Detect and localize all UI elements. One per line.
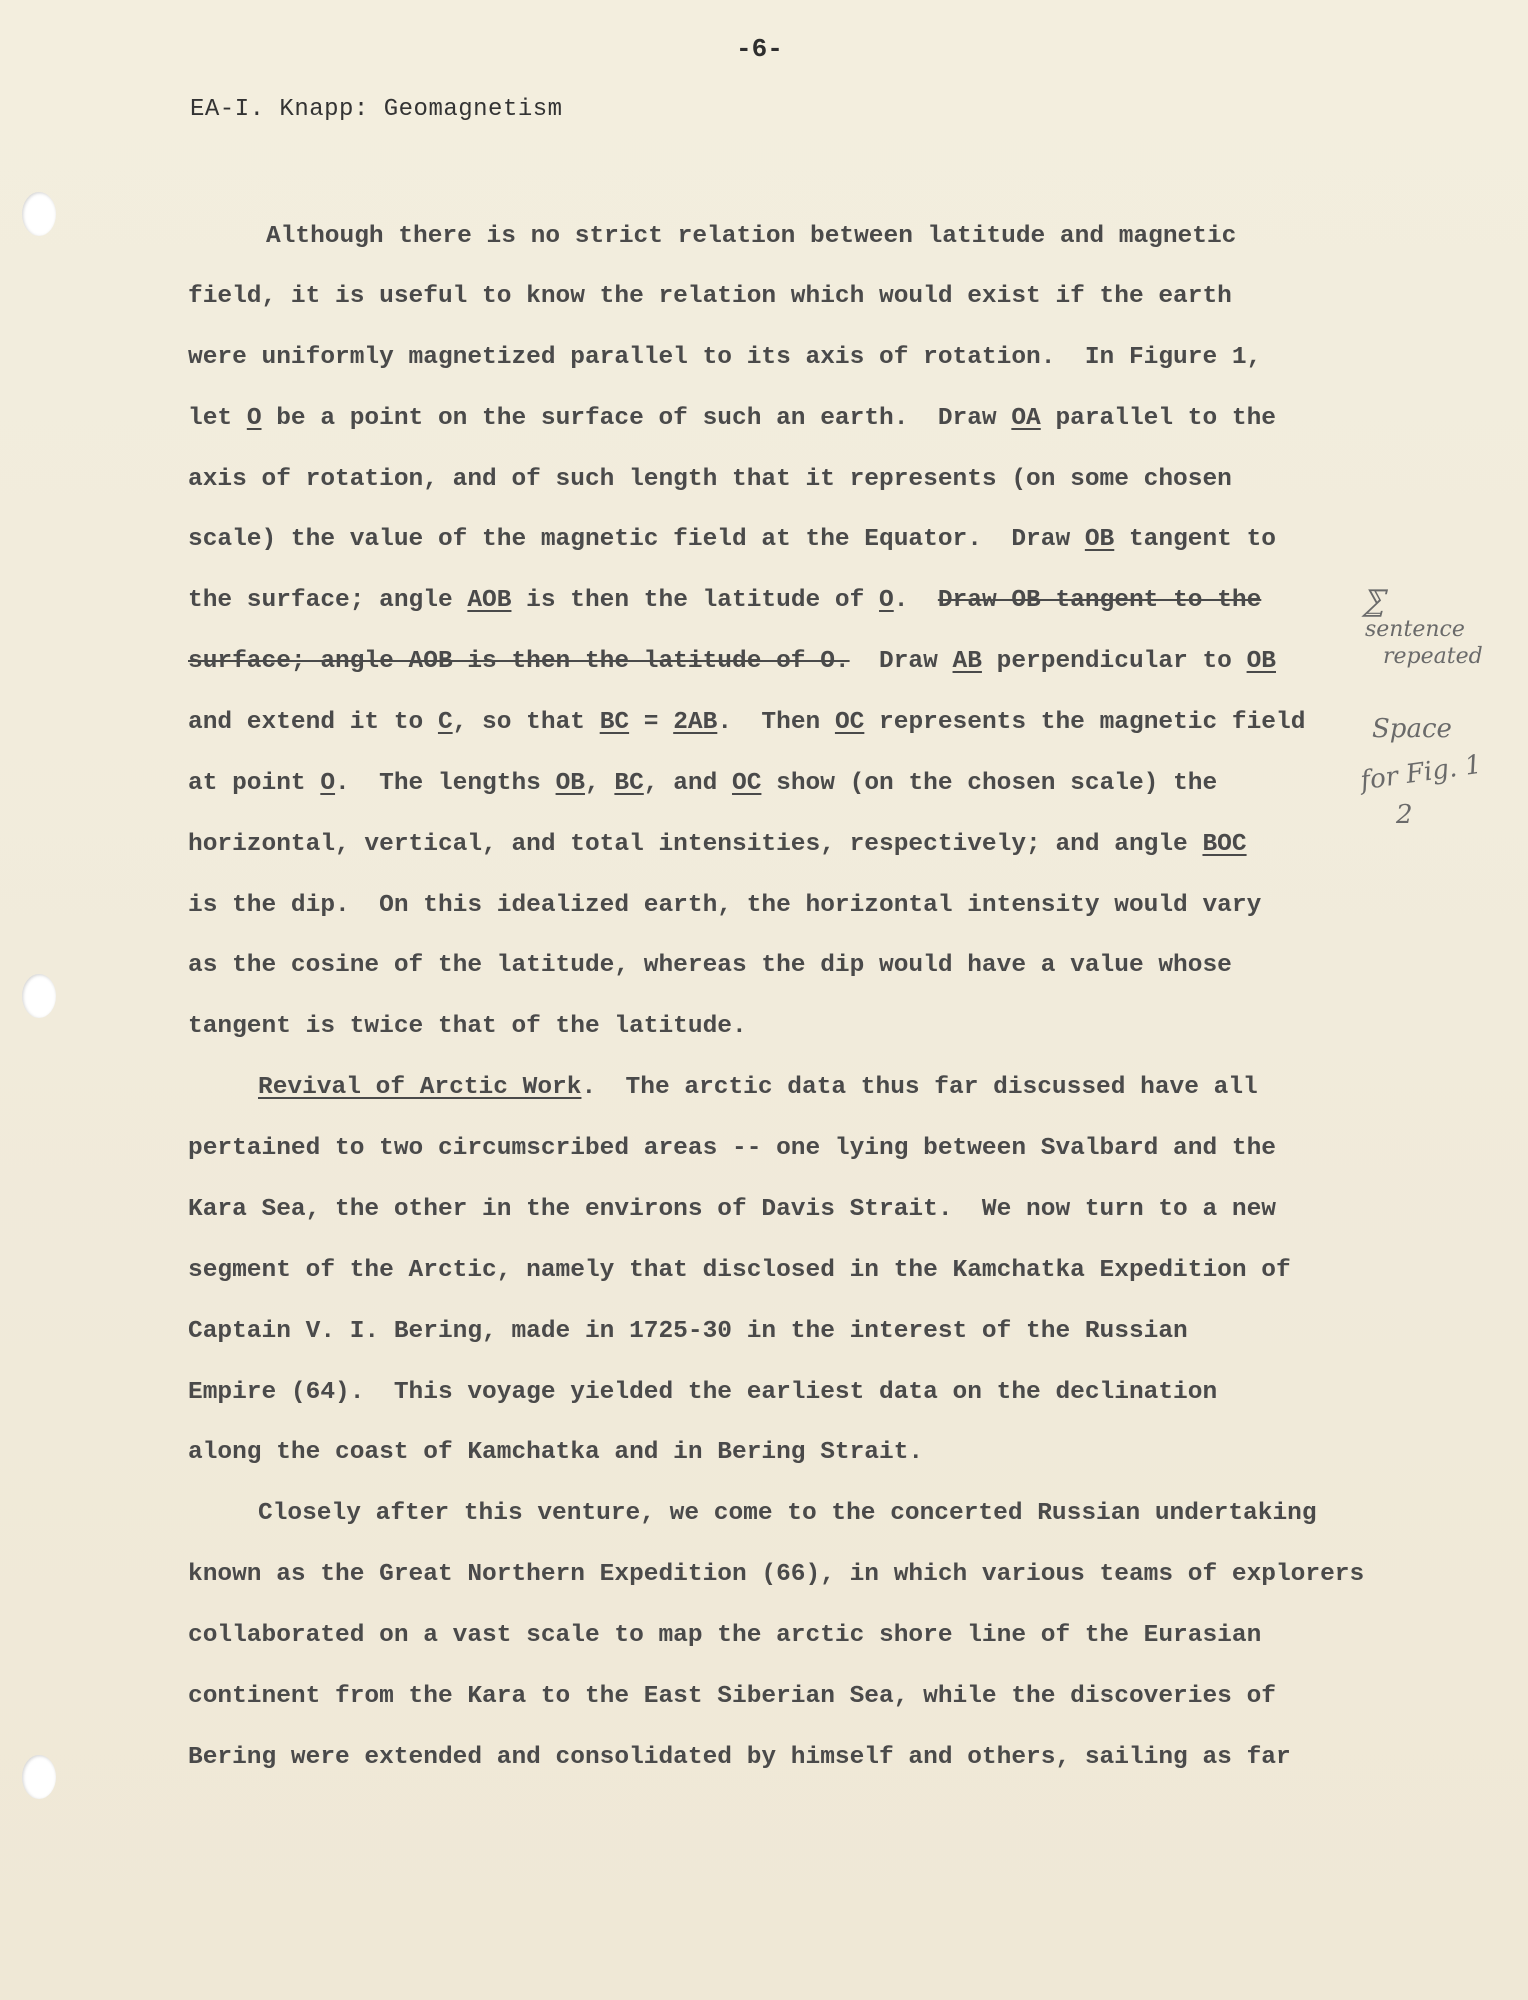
struck-text: Draw OB tangent to the xyxy=(937,587,1262,614)
paragraph-line: surface; angle AOB is then the latitude of O. Draw AB perpendicular to OB xyxy=(188,648,1276,675)
punch-hole xyxy=(22,974,56,1018)
paragraph-line: field, it is useful to know the relation which would exist if the earth xyxy=(188,283,1232,310)
paragraph-line: known as the Great Northern Expedition (66), in which various teams of explorers xyxy=(188,1561,1365,1588)
punch-hole xyxy=(22,192,56,236)
paragraph-line: segment of the Arctic, namely that disclosed in the Kamchatka Expedition of xyxy=(188,1257,1291,1284)
paragraph-line: axis of rotation, and of such length that it represents (on some chosen xyxy=(188,466,1232,493)
paragraph-line: tangent is twice that of the latitude. xyxy=(188,1013,747,1040)
margin-note: Space xyxy=(1372,714,1452,744)
paragraph-line: along the coast of Kamchatka and in Bering Strait. xyxy=(188,1439,924,1466)
paragraph-line: Although there is no strict relation between latitude and magnetic xyxy=(266,223,1237,250)
paragraph-line: horizontal, vertical, and total intensities, respectively; and angle BOC xyxy=(188,831,1247,858)
punch-hole xyxy=(22,1755,56,1799)
margin-note: 2 xyxy=(1396,800,1413,830)
paragraph-line: collaborated on a vast scale to map the arctic shore line of the Eurasian xyxy=(188,1622,1262,1649)
paragraph-line: scale) the value of the magnetic field at the Equator. Draw OB tangent to xyxy=(188,526,1276,553)
paragraph-line: Empire (64). This voyage yielded the earliest data on the declination xyxy=(188,1379,1218,1406)
paragraph-line: Bering were extended and consolidated by himself and others, sailing as far xyxy=(188,1744,1291,1771)
paragraph-line: Closely after this venture, we come to the concerted Russian undertaking xyxy=(258,1500,1317,1527)
margin-note: for Fig. 1 xyxy=(1358,749,1484,797)
margin-note: sentence xyxy=(1365,617,1465,642)
paragraph-line: and extend it to C, so that BC = 2AB. Then OC represents the magnetic field xyxy=(188,709,1306,736)
paragraph-line: as the cosine of the latitude, whereas the dip would have a value whose xyxy=(188,952,1232,979)
struck-text: surface; angle AOB is then the latitude of O. xyxy=(188,648,850,675)
paragraph-line: is the dip. On this idealized earth, the horizontal intensity would vary xyxy=(188,892,1262,919)
section-heading: Revival of Arctic Work xyxy=(258,1074,582,1101)
margin-note: repeated xyxy=(1383,644,1483,669)
paragraph-line: Kara Sea, the other in the environs of Davis Strait. We now turn to a new xyxy=(188,1196,1276,1223)
document-header: EA-I. Knapp: Geomagnetism xyxy=(190,96,563,123)
paragraph-line: the surface; angle AOB is then the latitude of O. Draw OB tangent to the xyxy=(188,587,1262,614)
paragraph-line: Captain V. I. Bering, made in 1725-30 in the interest of the Russian xyxy=(188,1318,1188,1345)
paragraph-line: pertained to two circumscribed areas -- one lying between Svalbard and the xyxy=(188,1135,1276,1162)
paragraph-line: continent from the Kara to the East Siberian Sea, while the discoveries of xyxy=(188,1683,1276,1710)
delete-mark-icon: ⅀ xyxy=(1362,584,1384,619)
paragraph-line: let O be a point on the surface of such an earth. Draw OA parallel to the xyxy=(188,405,1276,432)
page-number: -6- xyxy=(736,34,783,64)
paragraph-line: were uniformly magnetized parallel to its axis of rotation. In Figure 1, xyxy=(188,344,1262,371)
paragraph-line: at point O. The lengths OB, BC, and OC show (on the chosen scale) the xyxy=(188,770,1218,797)
paragraph-line: Revival of Arctic Work. The arctic data thus far discussed have all xyxy=(258,1074,1258,1101)
